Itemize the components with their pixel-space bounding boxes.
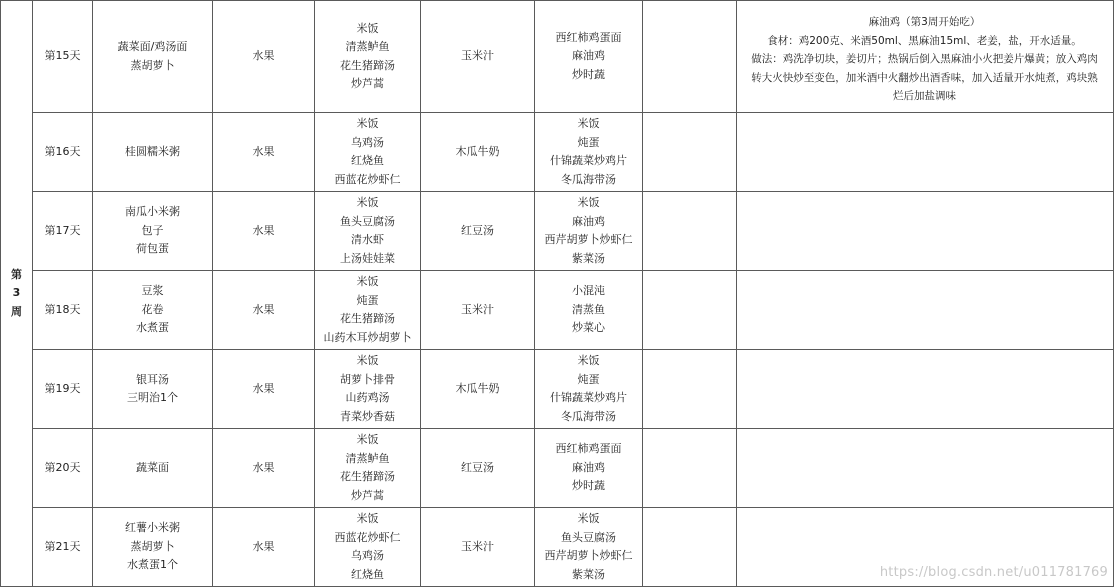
lunch-cell-line: 炒芦蒿 <box>351 77 384 90</box>
table-row <box>1 271 1114 350</box>
lunch-cell-line: 米饭 <box>356 354 379 367</box>
dinner-cell-line: 米饭 <box>577 196 600 209</box>
morning-snack-cell: 水果 <box>213 429 315 508</box>
lunch-cell <box>315 1 421 113</box>
dinner-cell-line: 西红柿鸡蛋面 <box>555 30 622 44</box>
empty-note-cell <box>737 113 1114 192</box>
day-cell: 第21天 <box>33 508 93 587</box>
dinner-cell-line: 紫菜汤 <box>572 567 605 581</box>
dinner-cell-line: 西芹胡萝卜炒虾仁 <box>544 549 633 562</box>
breakfast-cell <box>93 113 213 192</box>
afternoon-snack-cell: 玉米汁 <box>421 1 535 113</box>
lunch-cell-line: 米饭 <box>356 196 379 209</box>
dinner-cell-line: 炖蛋 <box>577 135 600 149</box>
dinner-cell-line: 米饭 <box>577 512 600 525</box>
dinner-cell-line: 鱼头豆腐汤 <box>561 530 616 544</box>
lunch-cell-line: 花生猪蹄汤 <box>340 312 395 325</box>
lunch-cell-line: 山药鸡汤 <box>345 391 390 404</box>
lunch-cell-line: 清蒸鲈鱼 <box>345 451 390 465</box>
breakfast-cell <box>93 429 213 508</box>
recipe-note-line: 烂后加盐调味 <box>893 90 956 103</box>
table-body <box>1 1 1114 587</box>
empty-note-cell <box>737 429 1114 508</box>
lunch-cell-line: 青菜炒香菇 <box>340 409 395 423</box>
lunch-cell-line: 西蓝花炒虾仁 <box>334 172 401 186</box>
breakfast-cell <box>93 350 213 429</box>
breakfast-cell-line: 水煮蛋1个 <box>127 558 178 572</box>
lunch-cell <box>315 350 421 429</box>
dinner-cell-line: 麻油鸡 <box>572 49 605 63</box>
dinner-cell-line: 麻油鸡 <box>572 460 605 474</box>
dinner-cell <box>535 1 643 113</box>
lunch-cell-line: 米饭 <box>356 433 379 446</box>
recipe-note-line: 转大火快炒至变色，加米酒中火翻炒出酒香味，加入适量开水炖煮，鸡块熟 <box>751 71 1098 84</box>
afternoon-snack-cell: 木瓜牛奶 <box>421 113 535 192</box>
lunch-cell-line: 炒芦蒿 <box>351 488 384 502</box>
afternoon-snack-cell: 红豆汤 <box>421 429 535 508</box>
dinner-cell-line: 西红柿鸡蛋面 <box>555 442 622 456</box>
breakfast-cell-line: 桂圆糯米粥 <box>125 144 180 158</box>
breakfast-cell-line: 水煮蛋 <box>136 321 169 335</box>
recipe-note-cell <box>737 1 1114 113</box>
lunch-cell-line: 花生猪蹄汤 <box>340 58 395 72</box>
dinner-cell-line: 炖蛋 <box>577 372 600 386</box>
day-cell: 第18天 <box>33 271 93 350</box>
lunch-cell-line: 胡萝卜排骨 <box>340 372 395 386</box>
afternoon-snack-cell: 玉米汁 <box>421 508 535 587</box>
lunch-cell-line: 花生猪蹄汤 <box>340 470 395 483</box>
lunch-cell <box>315 192 421 271</box>
dinner-cell-line: 炒时蔬 <box>572 479 605 493</box>
lunch-cell <box>315 271 421 350</box>
afternoon-snack-cell: 木瓜牛奶 <box>421 350 535 429</box>
breakfast-cell-line: 红薯小米粥 <box>125 521 180 535</box>
lunch-cell-line: 米饭 <box>356 275 379 288</box>
week-label-char: 第 <box>11 267 22 281</box>
breakfast-cell-line: 蔬菜面/鸡汤面 <box>117 40 188 53</box>
table-row <box>1 1 1114 113</box>
lunch-cell <box>315 429 421 508</box>
lunch-cell <box>315 508 421 587</box>
dinner-cell-line: 炒时蔬 <box>572 67 605 81</box>
morning-snack-cell: 水果 <box>213 192 315 271</box>
morning-snack-cell: 水果 <box>213 113 315 192</box>
empty-note-cell <box>737 192 1114 271</box>
breakfast-cell-line: 豆浆 <box>141 284 164 298</box>
lunch-cell-line: 清蒸鲈鱼 <box>345 40 390 53</box>
dinner-cell-line: 什锦蔬菜炒鸡片 <box>550 391 627 404</box>
breakfast-cell <box>93 508 213 587</box>
breakfast-cell <box>93 1 213 113</box>
lunch-cell-line: 米饭 <box>356 21 379 35</box>
lunch-cell-line: 上汤娃娃菜 <box>340 251 395 265</box>
dinner-cell-line: 冬瓜海带汤 <box>561 409 616 423</box>
breakfast-cell <box>93 271 213 350</box>
watermark: https://blog.csdn.net/u011781769 <box>879 565 1108 580</box>
dinner-cell <box>535 113 643 192</box>
lunch-cell-line: 鱼头豆腐汤 <box>340 214 395 228</box>
recipe-note-line: 做法：鸡洗净切块，姜切片；热锅后倒入黑麻油小火把姜片爆黄；放入鸡肉 <box>751 53 1098 66</box>
dinner-cell <box>535 429 643 508</box>
lunch-cell-line: 米饭 <box>356 117 379 130</box>
lunch-cell-line: 红烧鱼 <box>351 154 384 167</box>
breakfast-cell-line: 三明治1个 <box>127 391 178 404</box>
day-cell: 第20天 <box>33 429 93 508</box>
recipe-note-line: 食材：鸡200克、米酒50ml、黑麻油15ml、老姜，盐，开水适量。 <box>767 34 1082 47</box>
lunch-cell-line: 乌鸡汤 <box>351 549 384 562</box>
dinner-cell <box>535 350 643 429</box>
lunch-cell-line: 西蓝花炒虾仁 <box>334 530 401 544</box>
dinner-cell-line: 紫菜汤 <box>572 251 605 265</box>
recipe-note <box>737 7 1113 106</box>
dinner-cell-line: 炒菜心 <box>572 321 605 335</box>
empty-cell <box>643 271 737 350</box>
breakfast-cell <box>93 192 213 271</box>
dinner-cell <box>535 508 643 587</box>
lunch-cell-line: 乌鸡汤 <box>351 135 384 149</box>
dinner-cell-line: 米饭 <box>577 117 600 130</box>
week-label <box>1 1 33 587</box>
empty-cell <box>643 113 737 192</box>
morning-snack-cell: 水果 <box>213 1 315 113</box>
day-cell: 第15天 <box>33 1 93 113</box>
lunch-cell-line: 山药木耳炒胡萝卜 <box>323 330 412 344</box>
breakfast-cell-line: 荷包蛋 <box>136 242 169 256</box>
breakfast-cell-line: 蔬菜面 <box>136 460 169 474</box>
dinner-cell-line: 米饭 <box>577 354 600 367</box>
table-row <box>1 429 1114 508</box>
empty-note-cell <box>737 271 1114 350</box>
day-cell: 第19天 <box>33 350 93 429</box>
empty-cell <box>643 350 737 429</box>
dinner-cell-line: 什锦蔬菜炒鸡片 <box>550 154 627 167</box>
afternoon-snack-cell: 玉米汁 <box>421 271 535 350</box>
breakfast-cell-line: 蒸胡萝卜 <box>130 58 175 72</box>
dinner-cell-line: 西芹胡萝卜炒虾仁 <box>544 233 633 246</box>
empty-cell <box>643 192 737 271</box>
lunch-cell-line: 红烧鱼 <box>351 567 384 581</box>
table-row <box>1 350 1114 429</box>
breakfast-cell-line: 南瓜小米粥 <box>125 205 180 219</box>
afternoon-snack-cell: 红豆汤 <box>421 192 535 271</box>
breakfast-cell-line: 花卷 <box>141 302 164 316</box>
morning-snack-cell: 水果 <box>213 271 315 350</box>
breakfast-cell-line: 包子 <box>141 223 164 237</box>
dinner-cell-line: 小混沌 <box>572 284 605 298</box>
dinner-cell-line: 冬瓜海带汤 <box>561 172 616 186</box>
breakfast-cell-line: 蒸胡萝卜 <box>130 539 175 553</box>
dinner-cell <box>535 192 643 271</box>
lunch-cell-line: 炖蛋 <box>356 293 379 307</box>
empty-cell <box>643 429 737 508</box>
table-row <box>1 113 1114 192</box>
dinner-cell <box>535 271 643 350</box>
empty-cell <box>643 508 737 587</box>
table-row <box>1 192 1114 271</box>
lunch-cell <box>315 113 421 192</box>
morning-snack-cell: 水果 <box>213 508 315 587</box>
morning-snack-cell: 水果 <box>213 350 315 429</box>
dinner-cell-line: 麻油鸡 <box>572 214 605 228</box>
week-label-char: 周 <box>11 304 22 318</box>
lunch-cell-line: 米饭 <box>356 512 379 525</box>
day-cell: 第17天 <box>33 192 93 271</box>
breakfast-cell-line: 银耳汤 <box>136 372 169 386</box>
dinner-cell-line: 清蒸鱼 <box>572 302 605 316</box>
recipe-note-line: 麻油鸡（第3周开始吃） <box>868 16 981 29</box>
week-label-char: 3 <box>12 286 21 300</box>
lunch-cell-line: 清水虾 <box>351 233 384 246</box>
empty-cell <box>643 1 737 113</box>
day-cell: 第16天 <box>33 113 93 192</box>
empty-note-cell <box>737 350 1114 429</box>
